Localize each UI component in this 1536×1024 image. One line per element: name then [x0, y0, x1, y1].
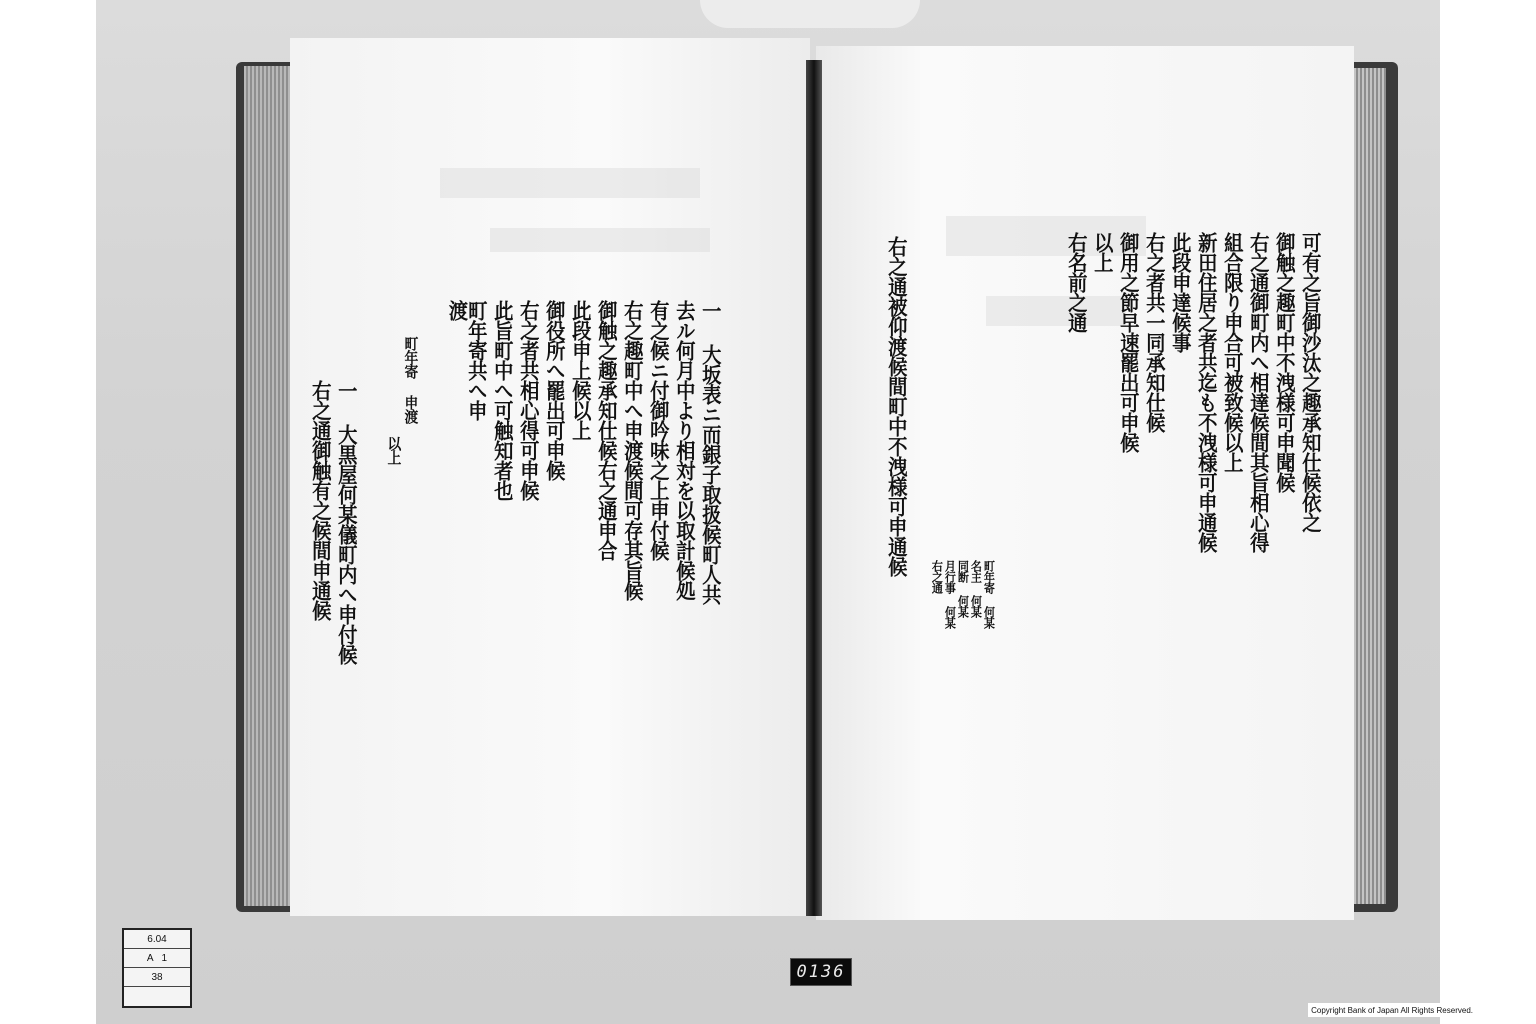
manuscript-column: 新田住居之者共迄も不洩様可申通候	[1195, 232, 1219, 552]
stamp-row	[124, 968, 190, 987]
manuscript-column: 一 大黒屋何某儀町内へ申付候	[335, 380, 359, 664]
signature-column: 月行事 何某	[943, 560, 957, 628]
left-page-closing-text	[306, 380, 358, 720]
bleed-through-mark	[440, 168, 700, 198]
right-page-main-text	[1062, 232, 1322, 832]
manuscript-column: 右之者共一同承知仕候	[1143, 232, 1167, 432]
manuscript-column: 町年寄 申渡	[402, 336, 420, 423]
manuscript-column: 御触之趣承知仕候右之通申合	[595, 300, 619, 560]
manuscript-column: 一 大坂表ニ而銀子取扱候町人共	[699, 300, 723, 604]
copyright-notice: Copyright Bank of Japan All Rights Reserved.	[1308, 1003, 1476, 1017]
bleed-through-mark	[490, 228, 710, 252]
manuscript-column: 御触之趣町中不洩様可申聞候	[1273, 232, 1297, 492]
stamp-row	[124, 949, 190, 968]
manuscript-column: 右之通御町内へ相達候間其旨相心得	[1247, 232, 1271, 552]
stamp-row	[124, 987, 190, 1005]
right-page-signatures	[930, 560, 995, 760]
manuscript-column: 御用之節早速罷出可申候	[1117, 232, 1141, 452]
left-page-edges	[244, 66, 296, 906]
manuscript-column: 右之通御触有之候間申通候	[309, 380, 333, 620]
manuscript-column: 此旨町中へ可触知者也	[491, 300, 515, 500]
manuscript-column: 右之者共相心得可申候	[517, 300, 541, 500]
frame-number: 0136	[790, 958, 852, 986]
book-gutter	[806, 60, 822, 916]
manuscript-column: 可有之旨御沙汰之趣承知仕候依之	[1299, 232, 1323, 532]
stamp-digit: 1	[161, 952, 168, 964]
manuscript-column: 組合限り申合可被致候以上	[1221, 232, 1245, 472]
manuscript-column: 有之候ニ付御吟味之上申付候	[647, 300, 671, 560]
stamp-number: 6.04	[147, 933, 167, 945]
stamp-row	[124, 930, 190, 949]
signature-column: 同断 何某	[956, 560, 970, 617]
manuscript-column: 此段申達候事	[1169, 232, 1193, 352]
manuscript-column: 右名前之通	[1065, 232, 1089, 332]
left-page-main-text	[446, 300, 723, 740]
manuscript-column: 御役所へ罷出可申候	[543, 300, 567, 480]
scan-glare	[700, 0, 920, 28]
signature-column: 名主 何某	[969, 560, 983, 617]
manuscript-column: 右之趣町中へ申渡候間可存其旨候	[621, 300, 645, 600]
stamp-item-number: 38	[151, 971, 163, 983]
right-page-closing-text	[882, 236, 908, 716]
signature-column: 町年寄 何某	[982, 560, 996, 628]
left-page-notation	[384, 336, 418, 496]
stamp-letter: A	[146, 952, 154, 964]
manuscript-column: 右之通被仰渡候間町中不洩様可申通候	[885, 236, 909, 576]
catalogue-stamp	[122, 928, 192, 1008]
signature-column: 右之通	[930, 560, 944, 593]
manuscript-column: 以上	[1091, 232, 1115, 272]
manuscript-column: 以上	[385, 436, 403, 464]
manuscript-column: 此段申上候以上	[569, 300, 593, 440]
manuscript-column: 町年寄共へ申渡	[446, 300, 489, 420]
manuscript-column: 去ル何月中より相対を以取計候処	[673, 300, 697, 600]
